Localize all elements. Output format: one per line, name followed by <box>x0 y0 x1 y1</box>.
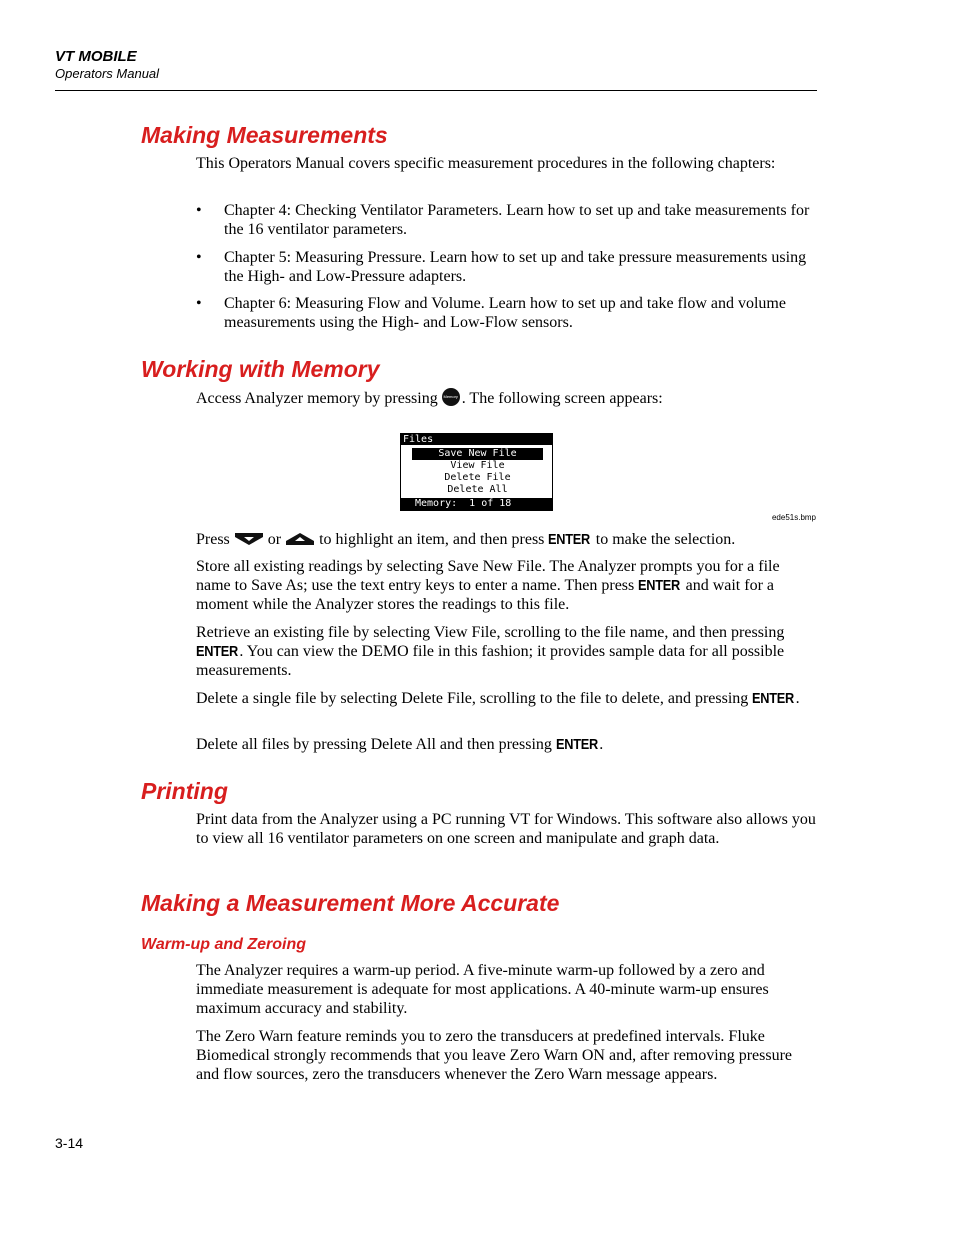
delete-all-text: Delete all files by pressing Delete All and then pressing <box>196 736 552 753</box>
list-item <box>196 294 816 332</box>
retrieve-text: Retrieve an existing file by selecting View File, scrolling to the file name, and then pressing <box>196 624 785 641</box>
memory-access-text: Access Analyzer memory by pressing <box>196 390 438 407</box>
subheading-warm-up: Warm-up and Zeroing <box>141 936 307 953</box>
list-item-text: Chapter 5: Measuring Pressure. Learn how to set up and take pressure measurements using the High- and Low-Pressure adapters. <box>224 249 807 285</box>
bullet-icon: • <box>196 249 202 266</box>
list-item-text: Chapter 6: Measuring Flow and Volume. Learn how to set up and take flow and volume measurements using the High- and Low-Flow sensors. <box>224 295 786 331</box>
store-paragraph <box>196 557 816 614</box>
zero-warn-paragraph: The Zero Warn feature reminds you to zero the transducers at predefined intervals. Fluke Biomedical strongly recommends that you leave Zero Warn ON and, after removing pressure and flow sources, zero the transducers whenever the Zero Warn message appears. <box>196 1028 793 1083</box>
menu-item-delete-all: Delete All <box>447 484 508 495</box>
page-number: 3-14 <box>55 1135 84 1151</box>
bullet-icon: • <box>196 202 202 219</box>
store-text: Store all existing readings by selecting Save New File. The Analyzer prompts you for a file name to Save As; use the text entry keys to enter a name. Then press <box>196 558 780 594</box>
menu-item-view-file: View File <box>450 460 505 471</box>
screen-title-bar <box>441 434 552 445</box>
down-arrow-key-icon <box>234 532 264 546</box>
delete-all-text-after: . <box>599 736 604 753</box>
up-arrow-key-icon <box>285 532 315 546</box>
press-text-3: to make the selection. <box>595 531 736 548</box>
enter-key-label: ENTER <box>196 643 238 660</box>
list-item <box>196 248 816 286</box>
memory-key-icon: Memory <box>442 388 460 406</box>
list-item <box>196 201 816 239</box>
memory-access-text-after: . The following screen appears: <box>461 390 663 407</box>
heading-making-measurements: Making Measurements <box>141 122 388 148</box>
store-text-after: and wait for a moment while the Analyzer stores the readings to this file. <box>196 577 774 613</box>
enter-key-label: ENTER <box>752 690 795 707</box>
press-text: Press <box>196 531 230 548</box>
page-header <box>55 48 817 82</box>
header-divider <box>55 90 817 91</box>
heading-printing: Printing <box>141 778 228 804</box>
menu-item-delete-file: Delete File <box>444 472 511 483</box>
screen-title: Files <box>401 434 441 445</box>
enter-key-label: ENTER <box>555 736 598 753</box>
memory-status: Memory: 1 of 18 <box>401 498 552 510</box>
delete-single-text-after: . <box>795 690 800 707</box>
figure-caption: ede51s.bmp <box>771 513 816 522</box>
memory-access-paragraph <box>196 388 816 408</box>
menu-item-save-new-file: Save New File <box>412 448 543 460</box>
heading-more-accurate: Making a Measurement More Accurate <box>141 890 560 916</box>
heading-working-with-memory: Working with Memory <box>141 356 380 382</box>
product-name: VT MOBILE <box>55 48 137 65</box>
retrieve-text-after: . You can view the DEMO file in this fashion; it provides sample data for all possible measurements. <box>196 643 785 679</box>
manual-name: Operators Manual <box>55 66 160 81</box>
delete-all-paragraph <box>196 735 816 754</box>
list-item-text: Chapter 4: Checking Ventilator Parameters. Learn how to set up and take measurements for the 16 ventilator parameters. <box>224 202 810 238</box>
enter-key-label: ENTER <box>548 531 591 548</box>
bullet-icon: • <box>196 295 202 312</box>
retrieve-paragraph <box>196 623 816 680</box>
press-text-2: to highlight an item, and then press <box>319 531 545 548</box>
printing-paragraph: Print data from the Analyzer using a PC running VT for Windows. This software also allows you to view all 16 ventilator parameters on one screen and manipulate and graph data. <box>196 811 816 847</box>
delete-single-paragraph <box>196 689 816 708</box>
files-screen <box>400 433 553 511</box>
enter-key-label: ENTER <box>638 577 681 594</box>
delete-single-text: Delete a single file by selecting Delete File, scrolling to the file to delete, and pressing <box>196 690 749 707</box>
warm-up-paragraph: The Analyzer requires a warm-up period. A five-minute warm-up followed by a zero and immediate measurement is adequate for most applications. A 40-minute warm-up ensures maximum accuracy and stability. <box>196 962 769 1017</box>
intro-paragraph: This Operators Manual covers specific measurement procedures in the following chapters: <box>196 155 776 172</box>
press-or-text: or <box>267 531 282 548</box>
press-paragraph <box>196 530 816 549</box>
